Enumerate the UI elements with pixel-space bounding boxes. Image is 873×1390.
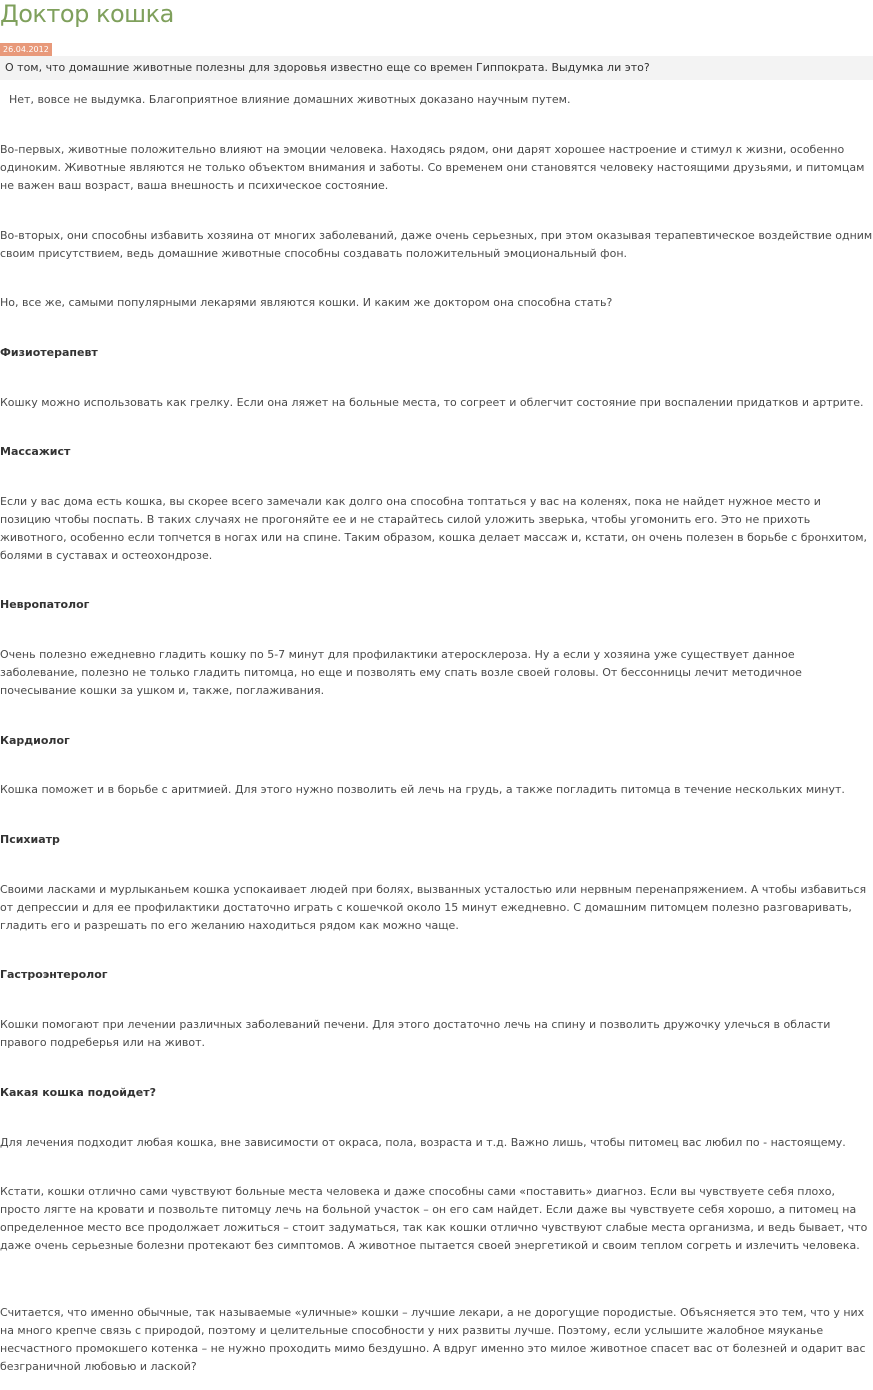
paragraph-masseur: Если у вас дома есть кошка, вы скорее всего замечали как долго она способна топтаться у вас на коленях, пока не найдет нужное место и позицию чтобы поспать. В таких случаях не прогоняйте ее и не старайтесь силой уложить зверька, чтобы угомонить его. Это не прихоть животного, особенно если топчется в ногах или на спине. Таким образом, кошка делает массаж и, кстати, он очень полезен в борьбе с бронхитом, болями в суставах и остеохондрозе.	[0, 495, 868, 562]
lead-question: О том, что домашние животные полезны для здоровья известно еще со времен Гиппократа. Выдумка ли это?	[0, 56, 873, 80]
heading-which-cat: Какая кошка подойдет?	[0, 1086, 157, 1099]
heading-physiotherapist: Физиотерапевт	[0, 346, 98, 359]
paragraph-cardiologist: Кошка поможет и в борьбе с аритмией. Для этого нужно позволить ей лечь на грудь, а также погладить питомца в течение нескольких минут.	[0, 783, 845, 796]
heading-masseur: Массажист	[0, 445, 71, 458]
date-badge: 26.04.2012	[0, 43, 52, 56]
paragraph-second: Во-вторых, они способны избавить хозяина от многих заболеваний, даже очень серьезных, при этом оказывая терапевтическое воздействие одним своим присутствием, ведь домашние животные способны создавать положительный эмоциональный фон.	[0, 229, 873, 260]
paragraph-which-cat-3: Считается, что именно обычные, так называемые «уличные» кошки – лучшие лекари, а не дорогущие породистые. Объясняется это тем, что у них на много крепче связь с природой, поэтому и целительные способности у них развиты лучше. Поэтому, если услышите жалобное мяуканье несчастного промокшего котенка – не нужно проходить мимо бездушно. А вдруг именно это милое животное спасет вас от болезней и одарит вас безграничной любовью и лаской?	[0, 1306, 866, 1373]
heading-gastroenterologist: Гастроэнтеролог	[0, 968, 108, 981]
paragraph-which-cat-1: Для лечения подходит любая кошка, вне зависимости от окраса, пола, возраста и т.д. Важно лишь, чтобы питомец вас любил по - настоящему.	[0, 1136, 846, 1149]
heading-cardiologist: Кардиолог	[0, 734, 70, 747]
paragraph-gastroenterologist: Кошки помогают при лечении различных заболеваний печени. Для этого достаточно лечь на спину и позволить дружочку улечься в области правого подреберья или на живот.	[0, 1018, 831, 1049]
heading-neurologist: Невропатолог	[0, 598, 90, 611]
article-title: Доктор кошка	[0, 0, 174, 28]
paragraph-third: Но, все же, самыми популярными лекарями являются кошки. И каким же доктором она способна стать?	[0, 296, 613, 309]
paragraph-which-cat-2: Кстати, кошки отлично сами чувствуют больные места человека и даже способны сами «поставить» диагноз. Если вы чувствуете себя плохо, просто лягте на кровати и позвольте питомцу лечь на больной участок – он его сам найдет. Если даже вы чувствуете себя хорошо, а питомец на определенное место все продолжает ложиться – стоит задуматься, так как кошки отлично чувствуют слабые места организма, и ведь бывает, что даже очень серьезные болезни протекают без симптомов. А животное пытается своей энергетикой и своим теплом согреть и излечить человека.	[0, 1185, 868, 1252]
heading-psychiatrist: Психиатр	[0, 833, 60, 846]
paragraph-physiotherapist: Кошку можно использовать как грелку. Если она ляжет на больные места, то согреет и облегчит состояние при воспалении придатков и артрите.	[0, 396, 864, 409]
paragraph-neurologist: Очень полезно ежедневно гладить кошку по 5-7 минут для профилактики атеросклероза. Ну а если у хозяина уже существует данное заболевание, полезно не только гладить питомца, но еще и позволять ему спать возле своей головы. От бессонницы лечит методичное почесывание кошки за ушком и, также, поглаживания.	[0, 648, 802, 697]
answer-paragraph: Нет, вовсе не выдумка. Благоприятное влияние домашних животных доказано научным путем.	[9, 93, 571, 106]
paragraph-first: Во-первых, животные положительно влияют на эмоции человека. Находясь рядом, они дарят хорошее настроение и стимул к жизни, особенно одиноким. Животные являются не только объектом внимания и заботы. Со временем они становятся человеку настоящими друзьями, и питомцам не важен ваш возраст, ваша внешность и психическое состояние.	[0, 143, 865, 192]
paragraph-psychiatrist: Своими ласками и мурлыканьем кошка успокаивает людей при болях, вызванных усталостью или нервным перенапряжением. А чтобы избавиться от депрессии и для ее профилактики достаточно играть с кошечкой около 15 минут ежедневно. С домашним питомцем полезно разговаривать, гладить его и разрешать по его желанию находиться рядом как можно чаще.	[0, 883, 867, 932]
